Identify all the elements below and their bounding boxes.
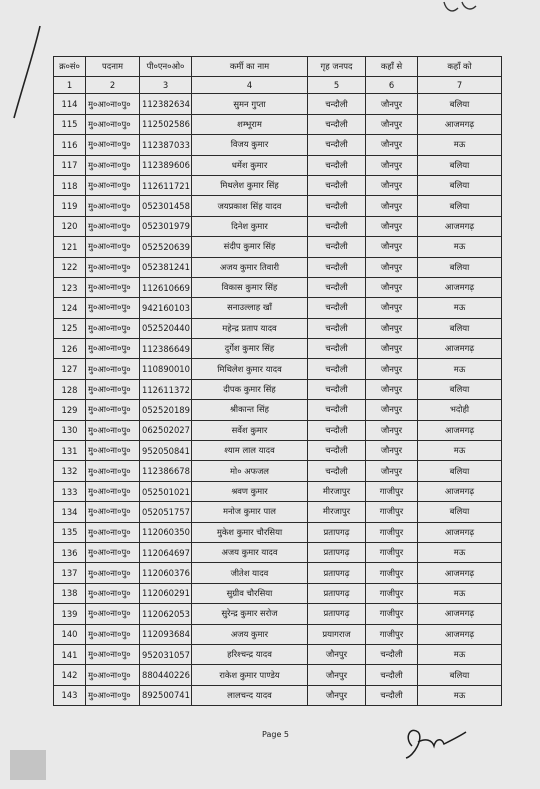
header-pno: पी०एन०ओ०	[140, 57, 192, 77]
employee-name: संदीप कुमार सिंह	[192, 237, 308, 257]
column-number: 6	[366, 77, 418, 94]
serial-number: 136	[54, 542, 86, 562]
home-district: प्रतापगढ़	[308, 563, 366, 583]
to-district: बलिया	[418, 318, 502, 338]
rank: मु०आ०ना०पु०	[86, 624, 140, 644]
to-district: बलिया	[418, 502, 502, 522]
table-row	[54, 175, 502, 195]
home-district: जौनपुर	[308, 644, 366, 664]
home-district: चन्दौली	[308, 339, 366, 359]
pno: 112387033	[140, 135, 192, 155]
home-district: चन्दौली	[308, 379, 366, 399]
home-district: मीरजापुर	[308, 502, 366, 522]
home-district: चन्दौली	[308, 441, 366, 461]
home-district: चन्दौली	[308, 318, 366, 338]
rank: मु०आ०ना०पु०	[86, 257, 140, 277]
scan-smudge	[10, 750, 46, 780]
serial-number: 140	[54, 624, 86, 644]
from-district: जौनपुर	[366, 237, 418, 257]
page-number: Page 5	[262, 730, 289, 739]
table-row	[54, 461, 502, 481]
pno: 052301979	[140, 216, 192, 236]
table-row	[54, 155, 502, 175]
pno: 052051757	[140, 502, 192, 522]
serial-number: 120	[54, 216, 86, 236]
serial-number: 134	[54, 502, 86, 522]
rank: मु०आ०ना०पु०	[86, 604, 140, 624]
pno: 052381241	[140, 257, 192, 277]
from-district: जौनपुर	[366, 359, 418, 379]
pno: 952031057	[140, 644, 192, 664]
from-district: गाजीपुर	[366, 604, 418, 624]
employee-name: मनोज कुमार पाल	[192, 502, 308, 522]
table-row	[54, 522, 502, 542]
home-district: चन्दौली	[308, 257, 366, 277]
from-district: जौनपुर	[366, 196, 418, 216]
table-row	[54, 216, 502, 236]
rank: मु०आ०ना०पु०	[86, 298, 140, 318]
rank: मु०आ०ना०पु०	[86, 216, 140, 236]
rank: मु०आ०ना०पु०	[86, 542, 140, 562]
serial-number: 119	[54, 196, 86, 216]
rank: मु०आ०ना०पु०	[86, 461, 140, 481]
table-row	[54, 114, 502, 134]
serial-number: 114	[54, 94, 86, 114]
pno: 112060291	[140, 583, 192, 603]
from-district: जौनपुर	[366, 94, 418, 114]
home-district: चन्दौली	[308, 175, 366, 195]
table-row	[54, 339, 502, 359]
table-row	[54, 237, 502, 257]
home-district: जौनपुर	[308, 665, 366, 685]
pno: 112502586	[140, 114, 192, 134]
table-row	[54, 400, 502, 420]
pno: 112093684	[140, 624, 192, 644]
from-district: गाजीपुर	[366, 563, 418, 583]
corner-ink-mark	[442, 0, 478, 16]
column-number: 7	[418, 77, 502, 94]
employee-name: श्याम लाल यादव	[192, 441, 308, 461]
table-row	[54, 644, 502, 664]
table-row	[54, 481, 502, 501]
header-row	[54, 57, 502, 77]
employee-name: श्रीकान्त सिंह	[192, 400, 308, 420]
serial-number: 141	[54, 644, 86, 664]
from-district: गाजीपुर	[366, 522, 418, 542]
rank: मु०आ०ना०पु०	[86, 318, 140, 338]
table-row	[54, 420, 502, 440]
home-district: चन्दौली	[308, 155, 366, 175]
home-district: चन्दौली	[308, 196, 366, 216]
employee-name: सर्वेश कुमार	[192, 420, 308, 440]
header-from: कहाँ से	[366, 57, 418, 77]
pno: 880440226	[140, 665, 192, 685]
header-rank: पदनाम	[86, 57, 140, 77]
pno: 112064697	[140, 542, 192, 562]
from-district: जौनपुर	[366, 175, 418, 195]
employee-name: दिनेश कुमार	[192, 216, 308, 236]
rank: मु०आ०ना०पु०	[86, 420, 140, 440]
table-row	[54, 624, 502, 644]
roster-body	[54, 94, 502, 706]
column-number: 4	[192, 77, 308, 94]
employee-name: मुकेश कुमार चौरसिया	[192, 522, 308, 542]
rank: मु०आ०ना०पु०	[86, 685, 140, 705]
home-district: प्रतापगढ़	[308, 542, 366, 562]
from-district: जौनपुर	[366, 420, 418, 440]
header-to: कहाँ को	[418, 57, 502, 77]
rank: मु०आ०ना०पु०	[86, 94, 140, 114]
handwritten-signature	[398, 716, 468, 762]
to-district: मऊ	[418, 441, 502, 461]
to-district: मऊ	[418, 685, 502, 705]
from-district: गाजीपुर	[366, 542, 418, 562]
from-district: जौनपुर	[366, 135, 418, 155]
employee-name: हरिश्चन्द्र यादव	[192, 644, 308, 664]
table-row	[54, 685, 502, 705]
serial-number: 139	[54, 604, 86, 624]
home-district: जौनपुर	[308, 685, 366, 705]
from-district: गाजीपुर	[366, 481, 418, 501]
to-district: आजमगढ़	[418, 563, 502, 583]
serial-number: 143	[54, 685, 86, 705]
to-district: मऊ	[418, 542, 502, 562]
serial-number: 127	[54, 359, 86, 379]
to-district: आजमगढ़	[418, 604, 502, 624]
home-district: चन्दौली	[308, 359, 366, 379]
column-number: 1	[54, 77, 86, 94]
from-district: जौनपुर	[366, 155, 418, 175]
table-row	[54, 604, 502, 624]
home-district: प्रतापगढ़	[308, 604, 366, 624]
rank: मु०आ०ना०पु०	[86, 481, 140, 501]
home-district: चन्दौली	[308, 277, 366, 297]
table-row	[54, 542, 502, 562]
from-district: जौनपुर	[366, 379, 418, 399]
from-district: जौनपुर	[366, 216, 418, 236]
table-row	[54, 502, 502, 522]
pno: 112389606	[140, 155, 192, 175]
from-district: जौनपुर	[366, 339, 418, 359]
employee-name: अजय कुमार तिवारी	[192, 257, 308, 277]
serial-number: 138	[54, 583, 86, 603]
rank: मु०आ०ना०पु०	[86, 155, 140, 175]
margin-pen-stroke	[6, 22, 46, 122]
table-row	[54, 563, 502, 583]
employee-name: सुमन गुप्ता	[192, 94, 308, 114]
column-number: 3	[140, 77, 192, 94]
table-row	[54, 665, 502, 685]
serial-number: 123	[54, 277, 86, 297]
home-district: चन्दौली	[308, 216, 366, 236]
pno: 052520639	[140, 237, 192, 257]
serial-number: 137	[54, 563, 86, 583]
home-district: चन्दौली	[308, 298, 366, 318]
home-district: प्रतापगढ़	[308, 522, 366, 542]
pno: 052520440	[140, 318, 192, 338]
to-district: आजमगढ़	[418, 420, 502, 440]
serial-number: 135	[54, 522, 86, 542]
column-number-row	[54, 77, 502, 94]
employee-name: जीतेश यादव	[192, 563, 308, 583]
to-district: आजमगढ़	[418, 277, 502, 297]
column-number: 2	[86, 77, 140, 94]
from-district: जौनपुर	[366, 441, 418, 461]
to-district: आजमगढ़	[418, 481, 502, 501]
serial-number: 121	[54, 237, 86, 257]
home-district: चन्दौली	[308, 400, 366, 420]
table-row	[54, 277, 502, 297]
serial-number: 130	[54, 420, 86, 440]
to-district: मऊ	[418, 135, 502, 155]
to-district: भदोही	[418, 400, 502, 420]
serial-number: 142	[54, 665, 86, 685]
rank: मु०आ०ना०पु०	[86, 114, 140, 134]
rank: मु०आ०ना०पु०	[86, 196, 140, 216]
from-district: जौनपुर	[366, 461, 418, 481]
from-district: चन्दौली	[366, 665, 418, 685]
serial-number: 131	[54, 441, 86, 461]
pno: 892500741	[140, 685, 192, 705]
rank: मु०आ०ना०पु०	[86, 359, 140, 379]
rank: मु०आ०ना०पु०	[86, 135, 140, 155]
to-district: मऊ	[418, 644, 502, 664]
home-district: चन्दौली	[308, 135, 366, 155]
rank: मु०आ०ना०पु०	[86, 644, 140, 664]
employee-name: मो० अफजल	[192, 461, 308, 481]
serial-number: 128	[54, 379, 86, 399]
pno: 052301458	[140, 196, 192, 216]
serial-number: 129	[54, 400, 86, 420]
to-district: आजमगढ़	[418, 624, 502, 644]
employee-name: सुग्रीव चौरसिया	[192, 583, 308, 603]
home-district: चन्दौली	[308, 237, 366, 257]
transfer-roster-table	[53, 56, 502, 706]
to-district: बलिया	[418, 196, 502, 216]
rank: मु०आ०ना०पु०	[86, 400, 140, 420]
to-district: बलिया	[418, 94, 502, 114]
rank: मु०आ०ना०पु०	[86, 339, 140, 359]
from-district: जौनपुर	[366, 114, 418, 134]
employee-name: अजय कुमार	[192, 624, 308, 644]
pno: 112382634	[140, 94, 192, 114]
to-district: बलिया	[418, 461, 502, 481]
header-home-district: गृह जनपद	[308, 57, 366, 77]
pno: 112060376	[140, 563, 192, 583]
home-district: चन्दौली	[308, 420, 366, 440]
employee-name: मिथिलेश कुमार यादव	[192, 359, 308, 379]
employee-name: विकास कुमार सिंह	[192, 277, 308, 297]
table-row	[54, 318, 502, 338]
serial-number: 115	[54, 114, 86, 134]
pno: 052501021	[140, 481, 192, 501]
pno: 110890010	[140, 359, 192, 379]
rank: मु०आ०ना०पु०	[86, 237, 140, 257]
serial-number: 124	[54, 298, 86, 318]
to-district: बलिया	[418, 665, 502, 685]
pno: 112060350	[140, 522, 192, 542]
serial-number: 117	[54, 155, 86, 175]
serial-number: 132	[54, 461, 86, 481]
header-employee-name: कर्मी का नाम	[192, 57, 308, 77]
employee-name: अजय कुमार यादव	[192, 542, 308, 562]
employee-name: धर्मेश कुमार	[192, 155, 308, 175]
home-district: चन्दौली	[308, 114, 366, 134]
to-district: आजमगढ़	[418, 339, 502, 359]
rank: मु०आ०ना०पु०	[86, 583, 140, 603]
to-district: बलिया	[418, 257, 502, 277]
home-district: चन्दौली	[308, 461, 366, 481]
pno: 112610669	[140, 277, 192, 297]
pno: 942160103	[140, 298, 192, 318]
pno: 952050841	[140, 441, 192, 461]
serial-number: 118	[54, 175, 86, 195]
from-district: गाजीपुर	[366, 502, 418, 522]
table-row	[54, 379, 502, 399]
to-district: बलिया	[418, 379, 502, 399]
home-district: चन्दौली	[308, 94, 366, 114]
pno: 052520189	[140, 400, 192, 420]
serial-number: 133	[54, 481, 86, 501]
serial-number: 116	[54, 135, 86, 155]
home-district: प्रयागराज	[308, 624, 366, 644]
rank: मु०आ०ना०पु०	[86, 277, 140, 297]
header-serial: क्र०सं०	[54, 57, 86, 77]
table-row	[54, 257, 502, 277]
rank: मु०आ०ना०पु०	[86, 522, 140, 542]
home-district: प्रतापगढ़	[308, 583, 366, 603]
to-district: बलिया	[418, 175, 502, 195]
rank: मु०आ०ना०पु०	[86, 563, 140, 583]
rank: मु०आ०ना०पु०	[86, 379, 140, 399]
table-row	[54, 583, 502, 603]
employee-name: विजय कुमार	[192, 135, 308, 155]
to-district: आजमगढ़	[418, 216, 502, 236]
pno: 112611372	[140, 379, 192, 399]
pno: 112386649	[140, 339, 192, 359]
to-district: बलिया	[418, 155, 502, 175]
table-row	[54, 359, 502, 379]
employee-name: जयप्रकाश सिंह यादव	[192, 196, 308, 216]
table-row	[54, 94, 502, 114]
serial-number: 125	[54, 318, 86, 338]
to-district: मऊ	[418, 237, 502, 257]
pno: 062502027	[140, 420, 192, 440]
table-row	[54, 441, 502, 461]
from-district: जौनपुर	[366, 318, 418, 338]
from-district: जौनपुर	[366, 277, 418, 297]
employee-name: मिथलेश कुमार सिंह	[192, 175, 308, 195]
rank: मु०आ०ना०पु०	[86, 175, 140, 195]
pno: 112062053	[140, 604, 192, 624]
table-row	[54, 135, 502, 155]
employee-name: सुरेन्द्र कुमार सरोज	[192, 604, 308, 624]
employee-name: राकेश कुमार पाण्डेय	[192, 665, 308, 685]
home-district: मीरजापुर	[308, 481, 366, 501]
from-district: चन्दौली	[366, 685, 418, 705]
table-row	[54, 298, 502, 318]
rank: मु०आ०ना०पु०	[86, 665, 140, 685]
table-row	[54, 196, 502, 216]
from-district: चन्दौली	[366, 644, 418, 664]
employee-name: महेन्द्र प्रताप यादव	[192, 318, 308, 338]
from-district: जौनपुर	[366, 257, 418, 277]
employee-name: सनाउल्लाह खाँ	[192, 298, 308, 318]
to-district: आजमगढ़	[418, 114, 502, 134]
to-district: मऊ	[418, 359, 502, 379]
employee-name: दीपक कुमार सिंह	[192, 379, 308, 399]
pno: 112386678	[140, 461, 192, 481]
to-district: आजमगढ़	[418, 522, 502, 542]
rank: मु०आ०ना०पु०	[86, 441, 140, 461]
from-district: गाजीपुर	[366, 624, 418, 644]
rank: मु०आ०ना०पु०	[86, 502, 140, 522]
pno: 112611721	[140, 175, 192, 195]
column-number: 5	[308, 77, 366, 94]
employee-name: श्रवण कुमार	[192, 481, 308, 501]
employee-name: लालचन्द यादव	[192, 685, 308, 705]
serial-number: 126	[54, 339, 86, 359]
from-district: जौनपुर	[366, 298, 418, 318]
to-district: मऊ	[418, 583, 502, 603]
to-district: मऊ	[418, 298, 502, 318]
from-district: गाजीपुर	[366, 583, 418, 603]
employee-name: दुर्गेश कुमार सिंह	[192, 339, 308, 359]
from-district: जौनपुर	[366, 400, 418, 420]
serial-number: 122	[54, 257, 86, 277]
employee-name: शम्भूराम	[192, 114, 308, 134]
